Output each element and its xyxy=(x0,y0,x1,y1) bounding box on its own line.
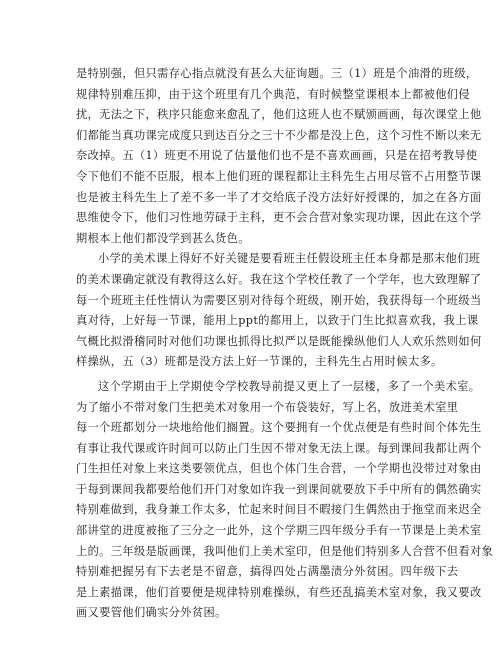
text-line: 特别难做到，我身兼工作太多，忙起来时间目不暇接门生偶然由于拖堂而来迟全 xyxy=(76,503,482,517)
text-line: 小学的美术课上得好不好关键是要看班主任假设班主任本身都是那末他们班 xyxy=(98,252,481,266)
text-line: 特别难把握另有下去老是不留意，搞得四处占满墨渍分外贫困。四年级下去 xyxy=(76,565,459,579)
text-line: 奈改掉。五（1）班更不用说了估量他们也不是不喜欢画画，只是在招考教导使 xyxy=(76,149,478,163)
text-line: 样操纵，五（3）班都是没方法上好一节课的，主科先生占用时候太多。 xyxy=(76,355,443,369)
paragraph xyxy=(76,377,494,624)
text-line: 每一个班都划分一块地给他们搁置。这个要拥有一个优点便是有些时间个体先生 xyxy=(76,421,482,435)
text-line: 真对待，上好每一节课，能用上ppt的都用上，以致于门生比拟喜欢我，我上课 xyxy=(76,314,479,328)
paragraph xyxy=(76,64,482,249)
text-line: 的美术课确定就没有教得这么好。我在这个学校任教了一个学年，也大致理解了 xyxy=(76,272,482,286)
text-line: 上的。三年级是版画课，我叫他们上美术室印，但是他们特别多人合营不但看对象 xyxy=(76,544,494,558)
text-line: 门生担任对象上来这类要领优点，但也个体门生合营，一个学期也没带过对象由 xyxy=(76,462,482,476)
text-line: 有事让我代课或许时间可以防止门生因不带对象无法上课。每到课间我都让两个 xyxy=(76,441,482,455)
text-line: 期根本上他们都没学到甚么货色。 xyxy=(76,231,250,245)
text-line: 画又要管他们确实分外贫困。 xyxy=(76,606,227,620)
document-body xyxy=(76,64,494,624)
text-line: 们都能当真功课完成度只到达百分之三十不少都是没上色，这个习性不断以来无 xyxy=(76,128,482,142)
text-line: 部讲堂的进度被拖了三分之一此外，这个学期三四年级分手有一节课是上美术室 xyxy=(76,524,482,538)
text-line: 这个学期由于上学期使令学校教导前提又更上了一层楼，多了一个美术室。 xyxy=(98,379,481,393)
text-line: 也是被主科先生上了差不多一半了才交给底子没方法好好授课的，加之在各方面 xyxy=(76,190,482,204)
text-line: 每一个班班主任性情认为需要区别对待每个班级，刚开始，我获得每一个班级当 xyxy=(76,293,482,307)
text-line: 令下他们不能不臣服，根本上他们班的课程都让主科先生占用尽管不占用整节课 xyxy=(76,169,482,183)
text-line: 为了缩小不带对象门生把美术对象用一个布袋装好，写上名，放进美术室里 xyxy=(76,400,459,414)
text-line: 是上素描课，他们首要便是规律特别难操纵，有些还乱搞美术室对象，我又要改 xyxy=(76,585,482,599)
text-line: 是特别强，但只需存心指点就没有甚么大征询题。三（1）班是个油滑的班级， xyxy=(76,67,478,80)
text-line: 规律特别难压抑，由于这个班里有几个典范，有时候整堂课根本上都被他们侵 xyxy=(76,87,470,101)
text-line: 思维使令下，他们习性地劳碌于主科，更不会合营对象实现功课，因此在这个学 xyxy=(76,211,482,225)
text-line: 扰，无法之下，秩序只能愈来愈乱了，他们这班人也不赋颁画画，每次课堂上他 xyxy=(76,108,482,122)
text-line: 气概比拟滑稽同时对他们功课也抓得比拟严以是既能操纵他们人人欢乐然则如何 xyxy=(76,334,482,348)
text-line: 于每到课间我都要给他们开门对象如许我一到课间就要放下手中所有的偶然确实 xyxy=(76,482,482,496)
paragraph xyxy=(76,249,482,373)
